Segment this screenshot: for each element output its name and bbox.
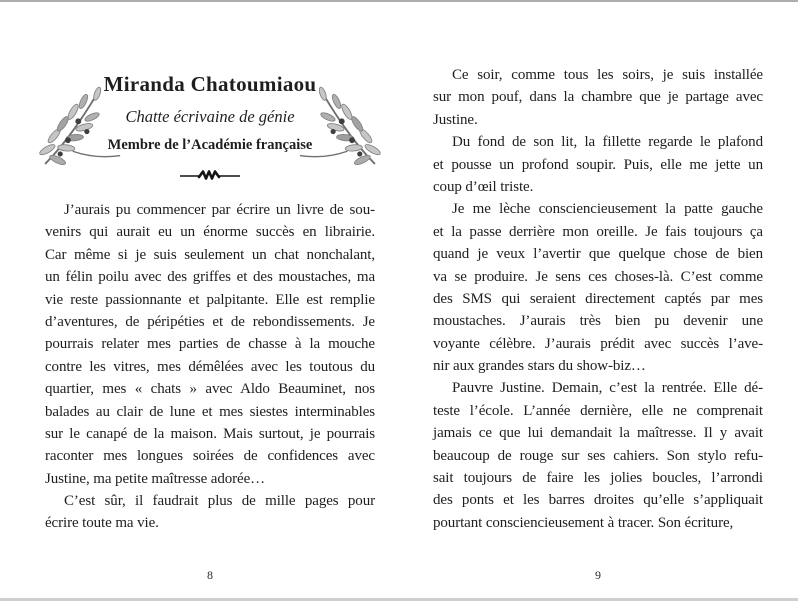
text-line: va se produire. Je sens ces choses-là. C’est comme [433,268,763,285]
text-line: J’aurais pu commencer par écrire un livre de sou- [64,202,375,218]
text-line: beaucoup de rouge sur ses cahiers. Son stylo refu- [433,447,763,464]
text-line: raconter mes longues soirées de confidences avec [45,448,375,465]
olive-branch-left-icon [37,86,123,172]
text-line: balades au clair de lune et mes siestes interminables [45,403,375,420]
text-line: et la passe derrière mon oreille. Je fais toujours ça [433,223,763,240]
text-line: quand je veux l’avertir que quelque chose de bien [433,246,763,263]
right-page [433,0,763,601]
text-line: Du fond de son lit, la fillette regarde le plafond [452,134,763,151]
text-line: nir aux grandes stars du show-biz… [433,358,646,375]
text-line: contre les vitres, mes démêlées avec les toutous du [45,358,375,375]
text-line: d’aventures, de péripéties et de rebondissements. Je [45,313,375,330]
text-line: Ce soir, comme tous les soirs, je suis installée [452,67,763,83]
text-line: un félin poilu avec des griffes et des moustaches, ma [45,269,375,286]
text-line: jamais ce que lui demandait la maîtresse. Il y avait [433,425,763,442]
text-line: C’est sûr, il faudrait plus de mille pages pour [64,493,375,510]
text-line: Justine, ma petite maîtresse adorée… [45,470,266,487]
text-line: Car même si je suis seulement un chat nonchalant, [45,246,375,263]
text-line: sur mon pouf, dans la chambre que je partage avec [433,89,763,106]
text-line: moustaches. J’aurais très bien pu devenir une [433,313,763,330]
text-line: écrire toute ma vie. [45,515,159,532]
left-page-body [45,199,375,535]
text-line: pourrais relater mes parties de chasse à la mouche [45,336,375,353]
page-number-right: 9 [595,568,601,582]
text-line: pourtant consciencieusement à tracer. Son écriture, [433,514,734,531]
text-line: des SMS qui seraient directement captés par mes [433,290,763,307]
olive-branch-right-icon [297,86,383,172]
author-affiliation: Membre de l’Académie française [107,137,313,153]
text-line: vie reste passionnante et palpitante. Elle est remplie [45,291,375,308]
squiggle-divider-icon [45,168,375,187]
text-line: Justine. [433,111,478,128]
text-line: teste l’école. L’année dernière, elle ne comprenait [433,402,763,419]
text-line: venirs qui aurait eu un énorme succès en librairie. [45,224,375,241]
author-subtitle: Chatte écrivaine de génie [125,107,295,126]
page-number-left: 8 [207,568,213,582]
text-line: Je me lèche consciencieusement la patte gauche [452,201,763,218]
author-title: Miranda Chatoumiaou [103,72,317,96]
text-line: sur le canapé de la maison. Mais surtout, je pourrais [45,425,375,442]
text-line: Pauvre Justine. Demain, c’est la rentrée. Elle dé- [452,380,763,397]
right-page-body [433,64,763,534]
text-line: voyante célèbre. J’aurais prédit avec succès l’ave- [433,335,763,352]
text-line: quartier, mes « chats » avec Aldo Beauminet, nos [45,381,375,398]
left-page [45,0,375,601]
text-line: coup d’œil triste. [433,178,534,195]
text-line: sait toujours de faire les jolies boucles, l’arrondi [433,470,763,487]
text-line: des ponts et les barres droites qu’elle s’appliquait [433,492,763,509]
text-line: et pousse un profond soupir. Puis, elle me jette un [433,156,763,173]
